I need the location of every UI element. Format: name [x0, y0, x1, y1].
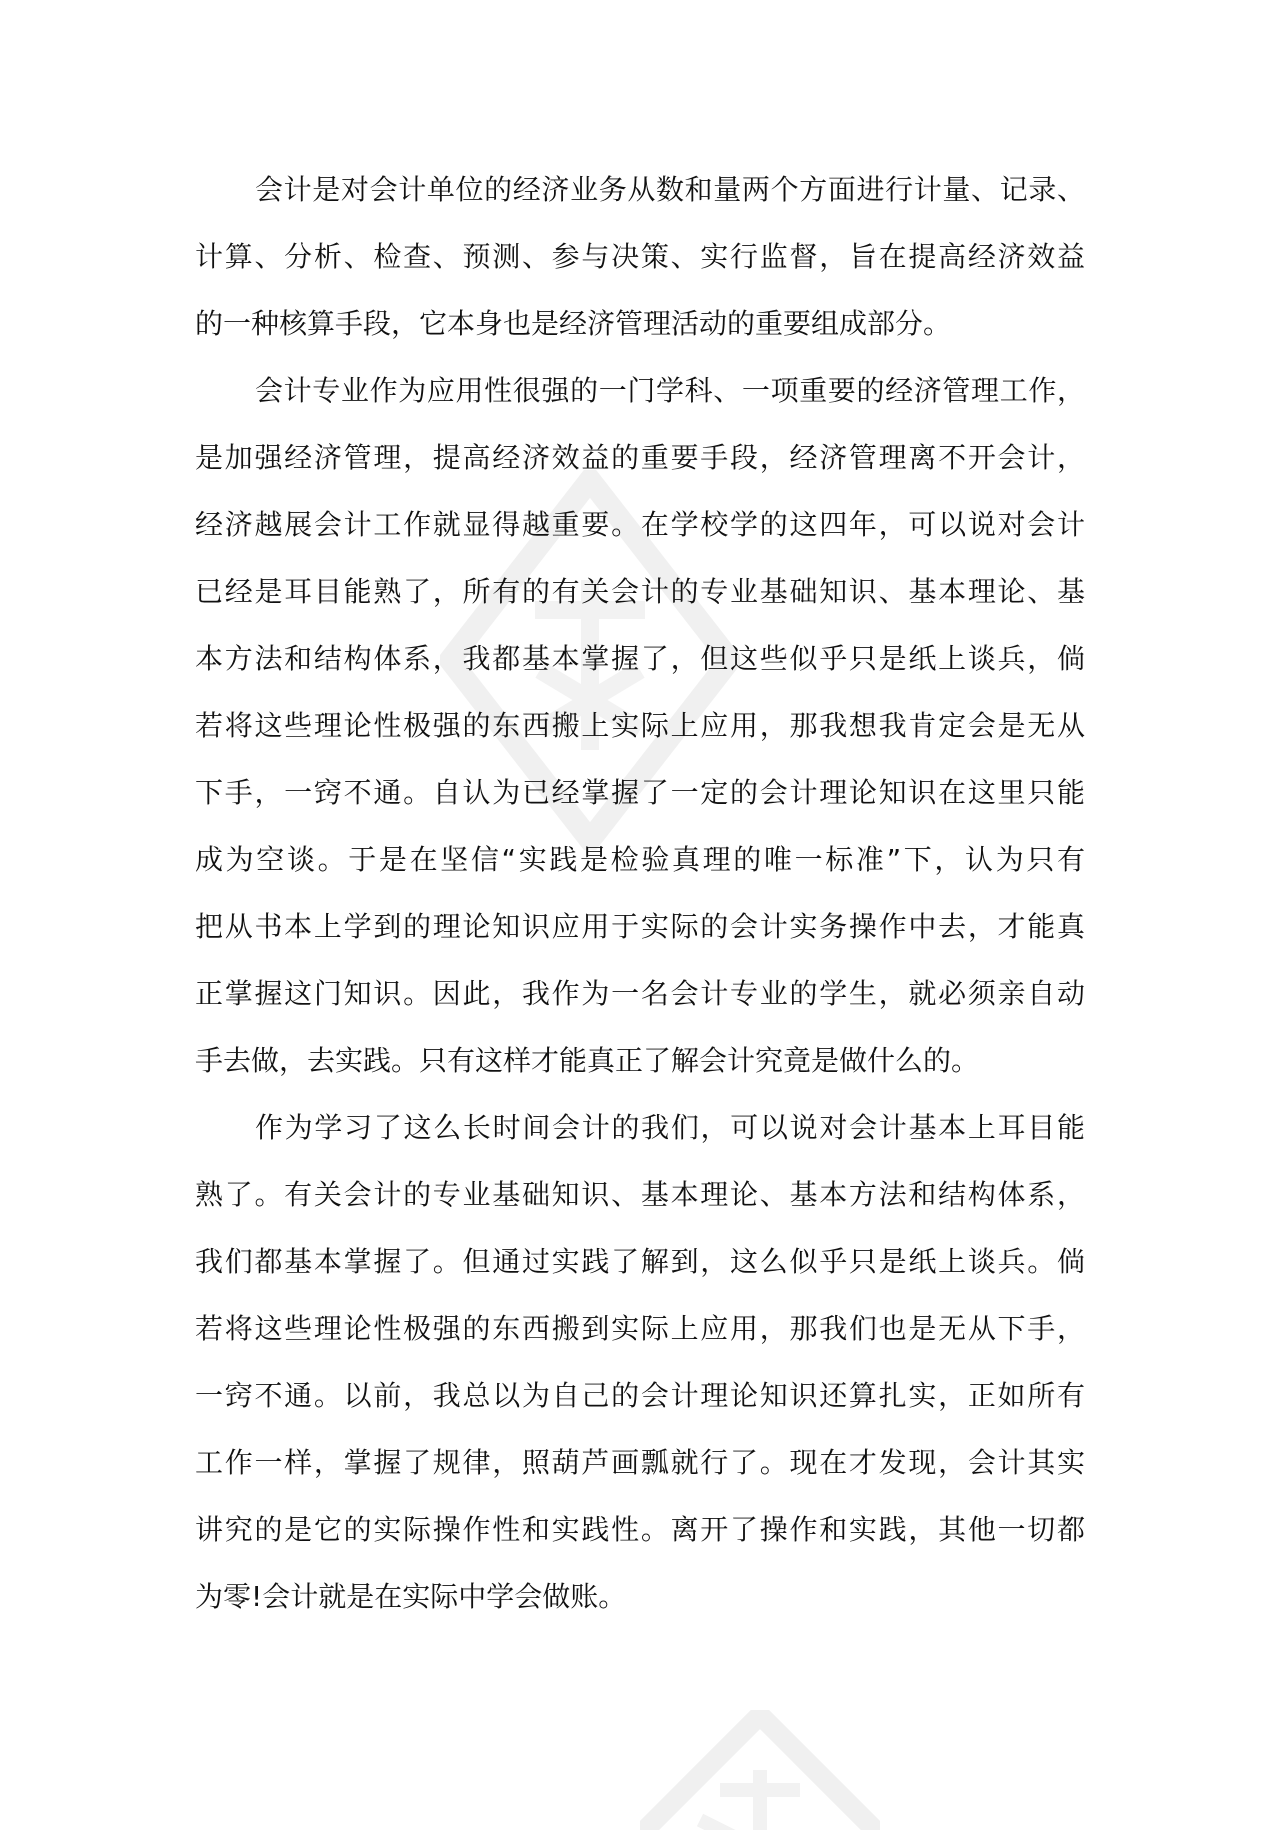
paragraph-1 [195, 160, 1085, 361]
text-line: 下手，一窍不通。自认为已经掌握了一定的会计理论知识在这里只能 [195, 776, 1085, 809]
text-line: 作为学习了这么长时间会计的我们，可以说对会计基本上耳目能 [255, 1111, 1085, 1144]
text-line: 会计是对会计单位的经济业务从数和量两个方面进行计量、记录、 [255, 173, 1085, 206]
text-line: 若将这些理论性极强的东西搬到实际上应用，那我们也是无从下手， [195, 1312, 1085, 1345]
watermark-logo-icon [640, 1710, 880, 1830]
text-line: 会计专业作为应用性很强的一门学科、一项重要的经济管理工作， [255, 374, 1085, 407]
text-line: 我们都基本掌握了。但通过实践了解到，这么似乎只是纸上谈兵。倘 [195, 1245, 1085, 1278]
text-line: 手去做，去实践。只有这样才能真正了解会计究竟是做什么的。 [195, 1044, 980, 1077]
text-line: 把从书本上学到的理论知识应用于实际的会计实务操作中去，才能真 [195, 910, 1085, 943]
text-line: 熟了。有关会计的专业基础知识、基本理论、基本方法和结构体系， [195, 1178, 1085, 1211]
text-line: 讲究的是它的实际操作性和实践性。离开了操作和实践，其他一切都 [195, 1513, 1085, 1546]
text-line: 计算、分析、检查、预测、参与决策、实行监督，旨在提高经济效益 [195, 240, 1085, 273]
text-line: 工作一样，掌握了规律，照葫芦画瓢就行了。现在才发现，会计其实 [195, 1446, 1085, 1479]
text-line: 成为空谈。于是在坚信“实践是检验真理的唯一标准”下，认为只有 [195, 843, 1085, 876]
text-line: 为零!会计就是在实际中学会做账。 [195, 1580, 627, 1613]
paragraph-3 [195, 1098, 1085, 1634]
text-line: 经济越展会计工作就显得越重要。在学校学的这四年，可以说对会计 [195, 508, 1085, 541]
text-line: 的一种核算手段，它本身也是经济管理活动的重要组成部分。 [195, 307, 952, 340]
text-line: 若将这些理论性极强的东西搬上实际上应用，那我想我肯定会是无从 [195, 709, 1085, 742]
text-line: 一窍不通。以前，我总以为自己的会计理论知识还算扎实，正如所有 [195, 1379, 1085, 1412]
text-line: 正掌握这门知识。因此，我作为一名会计专业的学生，就必须亲自动 [195, 977, 1085, 1010]
paragraph-2 [195, 361, 1085, 1098]
document-body [195, 160, 1085, 1634]
text-line: 是加强经济管理，提高经济效益的重要手段，经济管理离不开会计， [195, 441, 1085, 474]
text-line: 本方法和结构体系，我都基本掌握了，但这些似乎只是纸上谈兵，倘 [195, 642, 1085, 675]
text-line: 已经是耳目能熟了，所有的有关会计的专业基础知识、基本理论、基 [195, 575, 1085, 608]
